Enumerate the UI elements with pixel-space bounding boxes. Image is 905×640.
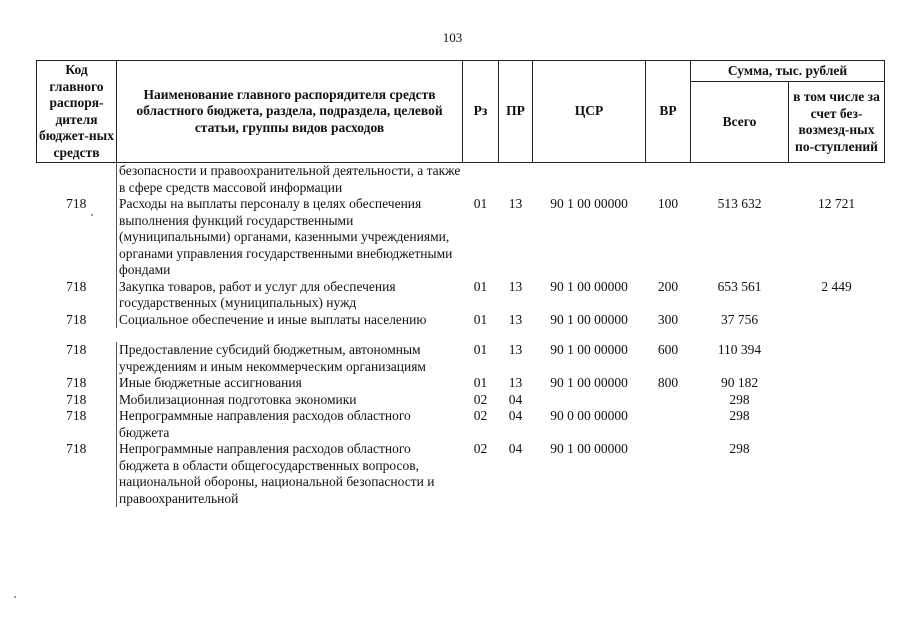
table-row bbox=[37, 375, 885, 392]
header-grants: в том числе за счет без-возмезд-ных по-ступлений bbox=[789, 82, 885, 163]
row-grants: 12 721 bbox=[817, 196, 856, 211]
row-grants bbox=[789, 163, 885, 197]
row-rz: 01 bbox=[473, 311, 488, 327]
row-vr bbox=[646, 163, 691, 197]
row-vr: 200 bbox=[657, 278, 679, 294]
table-row bbox=[37, 312, 885, 329]
table-body bbox=[37, 163, 885, 508]
row-vr: 100 bbox=[657, 196, 679, 211]
row-code: 718 bbox=[37, 375, 117, 392]
table-row bbox=[37, 196, 885, 279]
row-rz bbox=[463, 163, 499, 197]
row-pr: 13 bbox=[508, 311, 523, 327]
row-pr: 13 bbox=[508, 278, 523, 294]
row-code: 718 bbox=[37, 279, 117, 312]
row-csr: 90 1 00 00000 bbox=[550, 311, 628, 327]
row-total: 513 632 bbox=[717, 196, 762, 211]
row-csr bbox=[533, 163, 646, 197]
row-total: 110 394 bbox=[717, 342, 762, 357]
row-rz: 01 bbox=[473, 278, 488, 294]
row-csr: 90 1 00 00000 bbox=[550, 196, 628, 211]
row-name: Закупка товаров, работ и услуг для обеспечения государственных (муниципальных) нужд bbox=[119, 278, 396, 310]
header-pr: ПР bbox=[499, 61, 533, 163]
row-name: безопасности и правоохранительной деятельности, а также в сфере средств массовой информации bbox=[119, 163, 461, 195]
row-vr bbox=[646, 408, 691, 441]
row-code: 718 bbox=[37, 312, 117, 329]
row-pr: 13 bbox=[508, 196, 523, 211]
row-vr bbox=[646, 441, 691, 507]
table-row bbox=[37, 441, 885, 507]
budget-table bbox=[36, 60, 885, 507]
row-grants: 2 449 bbox=[821, 278, 852, 294]
row-name: Предоставление субсидий бюджетным, автономным учреждениям и иным некоммерческим организациям bbox=[119, 342, 426, 374]
table-row bbox=[37, 408, 885, 441]
row-vr: 800 bbox=[657, 375, 679, 390]
row-name: Мобилизационная подготовка экономики bbox=[119, 391, 357, 407]
row-csr: 90 1 00 00000 bbox=[550, 342, 628, 357]
header-sum: Сумма, тыс. рублей bbox=[691, 61, 885, 82]
row-rz: 02 bbox=[473, 441, 488, 456]
row-rz: 01 bbox=[473, 196, 488, 211]
scan-speck bbox=[14, 596, 16, 598]
row-pr: 13 bbox=[508, 375, 523, 390]
header-total: Всего bbox=[691, 82, 789, 163]
row-grants bbox=[789, 312, 885, 329]
row-code bbox=[37, 163, 117, 197]
row-total: 298 bbox=[729, 441, 750, 456]
row-vr: 600 bbox=[657, 342, 679, 357]
row-grants bbox=[789, 375, 885, 392]
row-vr: 300 bbox=[657, 311, 679, 327]
row-vr bbox=[646, 392, 691, 409]
row-spacer bbox=[37, 328, 885, 342]
row-code: 718 bbox=[37, 441, 117, 507]
row-grants bbox=[789, 441, 885, 507]
row-csr: 90 1 00 00000 bbox=[550, 375, 628, 390]
row-code: 718 bbox=[37, 392, 117, 409]
row-grants bbox=[789, 342, 885, 375]
row-grants bbox=[789, 392, 885, 409]
row-total: 653 561 bbox=[717, 278, 762, 294]
row-rz: 02 bbox=[473, 391, 488, 407]
row-pr bbox=[499, 163, 533, 197]
header-code: Код главного распоря-дителя бюджет-ных средств bbox=[37, 61, 117, 163]
row-code: 718 bbox=[37, 408, 117, 441]
row-pr: 04 bbox=[508, 408, 523, 423]
row-total: 90 182 bbox=[720, 375, 759, 390]
header-csr: ЦСР bbox=[533, 61, 646, 163]
table-header bbox=[37, 61, 885, 163]
row-total: 298 bbox=[729, 408, 750, 423]
row-grants bbox=[789, 408, 885, 441]
budget-table-container bbox=[36, 60, 884, 507]
table-row bbox=[37, 279, 885, 312]
row-total bbox=[691, 163, 789, 197]
row-csr: 90 0 00 00000 bbox=[550, 408, 628, 423]
row-name: Непрограммные направления расходов областного бюджета в области общегосударственных вопросов, национальной обороны, национальной безопасности и правоохранительной bbox=[119, 441, 435, 506]
page-number: 103 bbox=[442, 30, 463, 45]
row-total: 298 bbox=[729, 391, 750, 407]
header-name: Наименование главного распорядителя средств областного бюджета, раздела, подраздела, целевой статьи, группы видов расходов bbox=[117, 61, 463, 163]
row-pr: 04 bbox=[508, 441, 523, 456]
row-code: 718 bbox=[37, 342, 117, 375]
row-csr: 90 1 00 00000 bbox=[550, 441, 628, 456]
row-rz: 01 bbox=[473, 375, 488, 390]
row-name: Расходы на выплаты персоналу в целях обеспечения выполнения функций государственными (муниципальными) органами, казенными учреждениями, органами управления государственными внебюджетными фондами bbox=[119, 196, 453, 277]
row-pr: 04 bbox=[508, 391, 523, 407]
scan-speck bbox=[91, 214, 93, 216]
header-rz: Рз bbox=[463, 61, 499, 163]
table-row bbox=[37, 163, 885, 197]
row-pr: 13 bbox=[508, 342, 523, 357]
table-row bbox=[37, 392, 885, 409]
row-name: Иные бюджетные ассигнования bbox=[119, 375, 302, 390]
row-name: Непрограммные направления расходов областного бюджета bbox=[119, 408, 411, 440]
row-csr bbox=[533, 392, 646, 409]
table-row bbox=[37, 342, 885, 375]
row-rz: 01 bbox=[473, 342, 488, 357]
row-csr: 90 1 00 00000 bbox=[550, 278, 628, 294]
row-rz: 02 bbox=[473, 408, 488, 423]
row-name: Социальное обеспечение и иные выплаты населению bbox=[119, 311, 427, 327]
row-total: 37 756 bbox=[720, 311, 759, 327]
row-code: 718 bbox=[37, 196, 117, 279]
header-vr: ВР bbox=[646, 61, 691, 163]
